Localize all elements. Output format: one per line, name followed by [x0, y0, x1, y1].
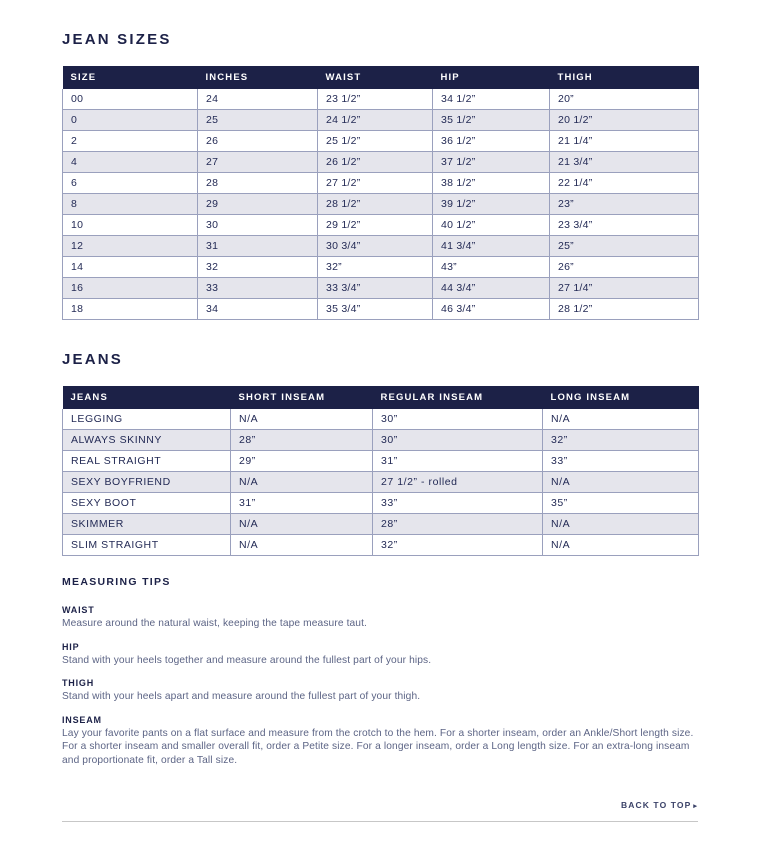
column-header: HIP [433, 66, 550, 89]
table-cell: 35 1/2” [433, 110, 550, 131]
table-row [63, 173, 699, 194]
table-cell: SEXY BOYFRIEND [63, 472, 231, 493]
table-cell: 18 [63, 299, 198, 320]
table-cell: 28 1/2” [318, 194, 433, 215]
column-header: INCHES [198, 66, 318, 89]
table-cell: 44 3/4” [433, 278, 550, 299]
table-cell: N/A [543, 409, 699, 430]
jeans-heading: JEANS [62, 351, 124, 368]
table-row [63, 472, 699, 493]
table-cell: 28” [231, 430, 373, 451]
table-row [63, 89, 699, 110]
table-row [63, 236, 699, 257]
measuring-tip-term: THIGH [62, 678, 94, 688]
table-cell: 30 [198, 215, 318, 236]
measuring-tip [62, 642, 698, 668]
table-cell: 6 [63, 173, 198, 194]
table-cell: SEXY BOOT [63, 493, 231, 514]
table-cell: 31” [373, 451, 543, 472]
table-cell: 25” [550, 236, 699, 257]
table-row [63, 451, 699, 472]
table-cell: 40 1/2” [433, 215, 550, 236]
table-cell: N/A [231, 535, 373, 556]
measuring-tip-description: Stand with your heels together and measure around the fullest part of your hips. [62, 654, 432, 666]
table-row [63, 299, 699, 320]
table-cell: 41 3/4” [433, 236, 550, 257]
back-to-top-link[interactable] [621, 800, 698, 810]
table-row [63, 194, 699, 215]
table-cell: 46 3/4” [433, 299, 550, 320]
table-cell: 27 1/4” [550, 278, 699, 299]
table-cell: 33” [373, 493, 543, 514]
table-cell: 26 1/2” [318, 152, 433, 173]
measuring-tip-term: INSEAM [62, 714, 102, 725]
table-row [63, 110, 699, 131]
table-cell: REAL STRAIGHT [63, 451, 231, 472]
table-cell: 20” [550, 89, 699, 110]
table-cell: 26 [198, 131, 318, 152]
table-cell: 00 [63, 89, 198, 110]
column-header: LONG INSEAM [543, 386, 699, 409]
table-cell: 43” [433, 257, 550, 278]
table-cell: 28 [198, 173, 318, 194]
table-cell: 34 [198, 299, 318, 320]
measuring-tip [62, 715, 698, 768]
table-row [63, 493, 699, 514]
table-cell: 22 1/4” [550, 173, 699, 194]
table-cell: N/A [543, 514, 699, 535]
table-cell: 14 [63, 257, 198, 278]
measuring-tip [62, 678, 698, 704]
column-header: JEANS [63, 386, 231, 409]
measuring-tip-description: Measure around the natural waist, keeping the tape measure taut. [62, 618, 367, 629]
table-cell: 38 1/2” [433, 173, 550, 194]
back-to-top-label: BACK TO TOP [621, 800, 692, 810]
jean-sizes-table [62, 66, 699, 320]
table-cell: 21 3/4” [550, 152, 699, 173]
table-cell: 23 3/4” [550, 215, 699, 236]
table-cell: 27 1/2” [318, 173, 433, 194]
table-row [63, 514, 699, 535]
measuring-tip-term: HIP [62, 641, 80, 652]
table-cell: 33 [198, 278, 318, 299]
table-cell: 21 1/4” [550, 131, 699, 152]
table-header-row [63, 386, 699, 409]
table-cell: SLIM STRAIGHT [63, 535, 231, 556]
table-cell: N/A [231, 514, 373, 535]
table-cell: 25 1/2” [318, 131, 433, 152]
table-cell: 30” [373, 409, 543, 430]
table-cell: 30” [373, 430, 543, 451]
table-cell: 23 1/2” [318, 89, 433, 110]
table-row [63, 535, 699, 556]
column-header: SIZE [63, 66, 198, 89]
table-cell: 39 1/2” [433, 194, 550, 215]
table-cell: 33 3/4” [318, 278, 433, 299]
table-cell: 12 [63, 236, 198, 257]
table-cell: 0 [63, 110, 198, 131]
table-cell: 4 [63, 152, 198, 173]
table-cell: 32” [373, 535, 543, 556]
table-cell: 32” [543, 430, 699, 451]
table-cell: 34 1/2” [433, 89, 550, 110]
table-cell: 28” [373, 514, 543, 535]
table-cell: SKIMMER [63, 514, 231, 535]
table-cell: 28 1/2” [550, 299, 699, 320]
table-cell: 24 1/2” [318, 110, 433, 131]
table-cell: 33” [543, 451, 699, 472]
table-body [63, 89, 699, 320]
table-cell: 32 [198, 257, 318, 278]
measuring-tips-list [62, 605, 698, 767]
table-cell: 30 3/4” [318, 236, 433, 257]
table-cell: 24 [198, 89, 318, 110]
jeans-inseam-table [62, 386, 699, 556]
table-cell: 10 [63, 215, 198, 236]
table-cell: 31” [231, 493, 373, 514]
column-header: THIGH [550, 66, 699, 89]
table-cell: 37 1/2” [433, 152, 550, 173]
table-cell: 27 [198, 152, 318, 173]
table-cell: 29 [198, 194, 318, 215]
table-cell: LEGGING [63, 409, 231, 430]
measuring-tip-description: Lay your favorite pants on a flat surface and measure from the crotch to the hem. For a shorter inseam, order an Ankle/Short length size. For a shorter inseam and smaller overall fit, order a Petite size. For a longer inseam, order a Long length size. For an extra-long inseam and proportionate fit, order a Tall size. [62, 727, 694, 766]
column-header: SHORT INSEAM [231, 386, 373, 409]
table-cell: N/A [231, 472, 373, 493]
table-cell: ALWAYS SKINNY [63, 430, 231, 451]
measuring-tip-description: Stand with your heels apart and measure around the fullest part of your thigh. [62, 691, 421, 702]
measuring-tips-heading: MEASURING TIPS [62, 576, 171, 588]
table-cell: 8 [63, 194, 198, 215]
table-cell: 35 3/4” [318, 299, 433, 320]
table-header-row [63, 66, 699, 89]
table-cell: 25 [198, 110, 318, 131]
table-row [63, 278, 699, 299]
table-cell: 16 [63, 278, 198, 299]
table-cell: 23” [550, 194, 699, 215]
table-cell: N/A [543, 535, 699, 556]
column-header: WAIST [318, 66, 433, 89]
footer-divider [62, 821, 698, 822]
measuring-tip [62, 605, 698, 631]
table-cell: 2 [63, 131, 198, 152]
table-cell: 20 1/2” [550, 110, 699, 131]
column-header: REGULAR INSEAM [373, 386, 543, 409]
table-cell: N/A [543, 472, 699, 493]
table-row [63, 152, 699, 173]
table-cell: 29” [231, 451, 373, 472]
table-row [63, 215, 699, 236]
chevron-right-icon: ▸ [693, 803, 698, 810]
table-row [63, 131, 699, 152]
measuring-tip-term: WAIST [62, 605, 95, 615]
table-cell: 31 [198, 236, 318, 257]
table-body [63, 409, 699, 556]
table-row [63, 430, 699, 451]
table-cell: 27 1/2” - rolled [373, 472, 543, 493]
table-cell: 29 1/2” [318, 215, 433, 236]
jean-sizes-heading: JEAN SIZES [62, 31, 172, 48]
table-cell: N/A [231, 409, 373, 430]
table-row [63, 257, 699, 278]
table-cell: 35” [543, 493, 699, 514]
measuring-tips-section [62, 576, 698, 778]
table-cell: 36 1/2” [433, 131, 550, 152]
table-row [63, 409, 699, 430]
table-cell: 26” [550, 257, 699, 278]
table-cell: 32” [318, 257, 433, 278]
